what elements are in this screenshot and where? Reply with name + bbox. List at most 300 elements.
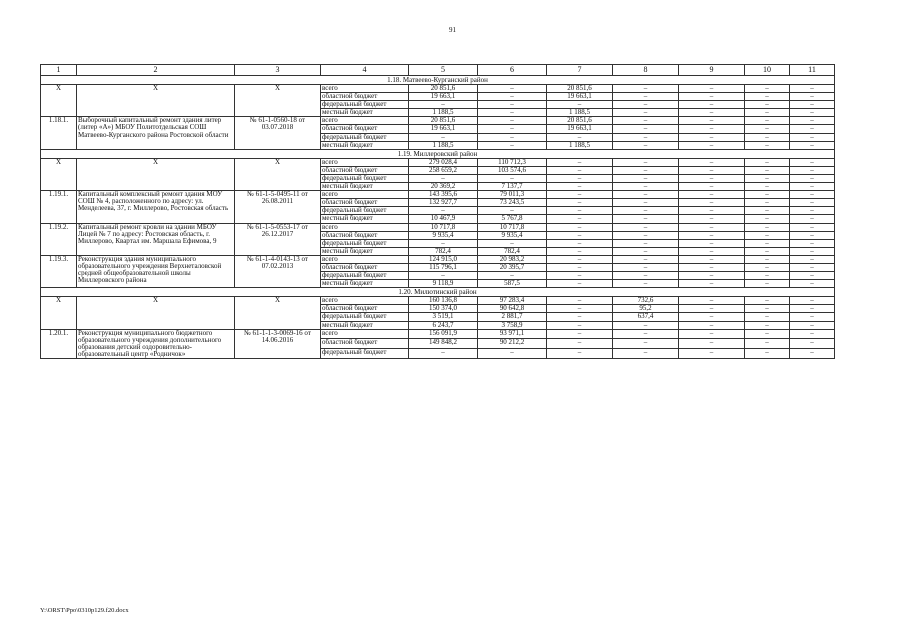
cell: – <box>745 263 790 271</box>
cell: 1 188,5 <box>409 141 478 149</box>
cell: – <box>478 85 547 93</box>
lbl: областной бюджет <box>321 305 409 313</box>
cell: – <box>547 174 613 182</box>
doc: X <box>235 297 321 329</box>
cell: – <box>790 223 835 231</box>
cell: – <box>790 272 835 280</box>
tr <box>41 329 835 339</box>
cell: – <box>613 93 679 101</box>
cell: – <box>745 133 790 141</box>
cell: – <box>790 297 835 305</box>
cell: – <box>745 166 790 174</box>
cell: – <box>613 239 679 247</box>
cell: – <box>790 183 835 191</box>
cell: – <box>745 183 790 191</box>
cell: – <box>790 199 835 207</box>
lbl: всего <box>321 223 409 231</box>
cell: – <box>478 207 547 215</box>
cell: – <box>790 101 835 109</box>
cell: – <box>745 272 790 280</box>
nm: Выборочный капитальный ремонт здания литер (литер «А») МБОУ Политотдельская СОШ Матвеево-Курганского района Ростовской области <box>77 117 235 149</box>
cell: – <box>790 141 835 149</box>
cell: – <box>547 263 613 271</box>
cell: 20 983,2 <box>478 255 547 263</box>
doc: № 61-1-5-0553-17 от 26.12.2017 <box>235 223 321 255</box>
cell: – <box>679 223 745 231</box>
page-number: 91 <box>449 26 456 34</box>
footer: Y:\ORST\Ppo\0310p129.f20.docx <box>40 607 129 614</box>
cell: 10 717,8 <box>478 223 547 231</box>
cell: – <box>409 174 478 182</box>
h: 8 <box>613 65 679 76</box>
lbl: федеральный бюджет <box>321 313 409 321</box>
cell: – <box>745 125 790 133</box>
cell: – <box>790 117 835 125</box>
cell: 20 369,2 <box>409 183 478 191</box>
cell: 19 663,1 <box>409 125 478 133</box>
cell: 782,4 <box>409 247 478 255</box>
cell: – <box>613 223 679 231</box>
cell: – <box>613 280 679 288</box>
h: 3 <box>235 65 321 76</box>
cell: – <box>679 199 745 207</box>
cell: 73 243,5 <box>478 199 547 207</box>
cell: 19 663,1 <box>547 125 613 133</box>
cell: – <box>745 239 790 247</box>
cell: – <box>745 329 790 339</box>
cell: – <box>679 329 745 339</box>
cell: 79 011,3 <box>478 191 547 199</box>
lbl: областной бюджет <box>321 339 409 349</box>
num: 1.19.1. <box>41 191 77 223</box>
cell: – <box>478 125 547 133</box>
cell: 19 663,1 <box>409 93 478 101</box>
cell: – <box>679 93 745 101</box>
cell: – <box>790 321 835 329</box>
cell: – <box>679 191 745 199</box>
cell: – <box>745 158 790 166</box>
cell: 103 574,6 <box>478 166 547 174</box>
cell: – <box>790 166 835 174</box>
doc: № 61-1-5-0495-11 от 26.08.2011 <box>235 191 321 223</box>
cell: 6 243,7 <box>409 321 478 329</box>
lbl: всего <box>321 85 409 93</box>
cell: – <box>679 85 745 93</box>
cell: – <box>478 101 547 109</box>
cell: 587,5 <box>478 280 547 288</box>
cell: 97 283,4 <box>478 297 547 305</box>
sec-title: 1.18. Матвеево-Курганский район <box>41 76 835 85</box>
cell: – <box>790 280 835 288</box>
cell: 732,6 <box>613 297 679 305</box>
cell: 7 137,7 <box>478 183 547 191</box>
cell: – <box>745 321 790 329</box>
cell: – <box>745 339 790 349</box>
tr <box>41 223 835 231</box>
cell: – <box>478 93 547 101</box>
sec-title: 1.19. Миллеровский район <box>41 149 835 158</box>
cell: – <box>613 255 679 263</box>
cell: 132 927,7 <box>409 199 478 207</box>
lbl: местный бюджет <box>321 280 409 288</box>
lbl: федеральный бюджет <box>321 133 409 141</box>
lbl: областной бюджет <box>321 199 409 207</box>
cell: – <box>547 313 613 321</box>
cell: – <box>547 272 613 280</box>
cell: – <box>547 239 613 247</box>
cell: 20 851,6 <box>409 85 478 93</box>
cell: – <box>547 280 613 288</box>
sec <box>41 149 835 158</box>
cell: 1 188,5 <box>547 141 613 149</box>
cell: – <box>679 231 745 239</box>
cell: – <box>613 109 679 117</box>
cell: – <box>547 191 613 199</box>
cell: 115 796,1 <box>409 263 478 271</box>
cell: – <box>790 231 835 239</box>
lbl: всего <box>321 158 409 166</box>
cell: – <box>613 247 679 255</box>
cell: 160 136,8 <box>409 297 478 305</box>
cell: – <box>613 158 679 166</box>
cell: – <box>745 247 790 255</box>
tbody <box>41 65 835 359</box>
cell: 1 188,5 <box>547 109 613 117</box>
cell: – <box>790 239 835 247</box>
nm: X <box>77 297 235 329</box>
cell: 20 851,6 <box>547 117 613 125</box>
cell: – <box>679 125 745 133</box>
cell: – <box>745 117 790 125</box>
cell: – <box>745 223 790 231</box>
cell: 90 212,2 <box>478 339 547 349</box>
cell: – <box>613 321 679 329</box>
tr <box>41 191 835 199</box>
cell: – <box>547 223 613 231</box>
cell: – <box>790 158 835 166</box>
cell: – <box>745 85 790 93</box>
cell: – <box>679 247 745 255</box>
cell: – <box>790 313 835 321</box>
lbl: всего <box>321 297 409 305</box>
doc: № 61-1-4-0143-13 от 07.02.2013 <box>235 255 321 287</box>
lbl: областной бюджет <box>321 231 409 239</box>
num: X <box>41 297 77 329</box>
cell: – <box>547 101 613 109</box>
cell: 19 663,1 <box>547 93 613 101</box>
cell: – <box>547 207 613 215</box>
cell: 10 467,9 <box>409 215 478 223</box>
lbl: местный бюджет <box>321 141 409 149</box>
cell: 156 091,9 <box>409 329 478 339</box>
cell: – <box>679 133 745 141</box>
cell: – <box>745 215 790 223</box>
cell: – <box>478 349 547 359</box>
cell: – <box>547 133 613 141</box>
h: 2 <box>77 65 235 76</box>
num: 1.18.1. <box>41 117 77 149</box>
sec <box>41 76 835 85</box>
cell: – <box>679 158 745 166</box>
cell: – <box>679 339 745 349</box>
cell: – <box>547 199 613 207</box>
cell: – <box>745 207 790 215</box>
cell: – <box>679 305 745 313</box>
cell: – <box>745 297 790 305</box>
lbl: федеральный бюджет <box>321 101 409 109</box>
nm: X <box>77 85 235 117</box>
cell: – <box>745 199 790 207</box>
cell: – <box>790 263 835 271</box>
cell: – <box>409 272 478 280</box>
cell: – <box>547 297 613 305</box>
lbl: всего <box>321 117 409 125</box>
cell: – <box>547 183 613 191</box>
cell: – <box>547 305 613 313</box>
cell: – <box>547 349 613 359</box>
nm: X <box>77 158 235 190</box>
lbl: федеральный бюджет <box>321 239 409 247</box>
cell: 93 971,1 <box>478 329 547 339</box>
cell: – <box>679 166 745 174</box>
num: 1.19.2. <box>41 223 77 255</box>
lbl: местный бюджет <box>321 321 409 329</box>
cell: 9 118,9 <box>409 280 478 288</box>
h: 9 <box>679 65 745 76</box>
cell: – <box>613 272 679 280</box>
cell: 637,4 <box>613 313 679 321</box>
cell: – <box>409 207 478 215</box>
cell: – <box>613 125 679 133</box>
cell: – <box>679 263 745 271</box>
cell: – <box>679 349 745 359</box>
hdr <box>41 65 835 76</box>
cell: – <box>613 329 679 339</box>
cell: 20 851,6 <box>409 117 478 125</box>
lbl: местный бюджет <box>321 109 409 117</box>
h: 10 <box>745 65 790 76</box>
lbl: всего <box>321 329 409 339</box>
h: 1 <box>41 65 77 76</box>
cell: – <box>547 231 613 239</box>
tr <box>41 158 835 166</box>
cell: – <box>790 255 835 263</box>
cell: – <box>547 321 613 329</box>
lbl: местный бюджет <box>321 183 409 191</box>
cell: 3 519,1 <box>409 313 478 321</box>
cell: – <box>547 158 613 166</box>
cell: – <box>790 349 835 359</box>
cell: 258 659,2 <box>409 166 478 174</box>
cell: – <box>745 191 790 199</box>
cell: – <box>745 255 790 263</box>
cell: – <box>679 109 745 117</box>
cell: – <box>613 191 679 199</box>
lbl: всего <box>321 191 409 199</box>
lbl: федеральный бюджет <box>321 207 409 215</box>
cell: – <box>547 166 613 174</box>
cell: 782,4 <box>478 247 547 255</box>
nm: Реконструкция здания муниципального образовательного учреждения Верхнеталовской средней общеобразовательной школы Миллеровского района <box>77 255 235 287</box>
cell: – <box>613 166 679 174</box>
cell: – <box>745 101 790 109</box>
doc: № 61-1-1-3-0069-16 от 14.06.2016 <box>235 329 321 358</box>
h: 7 <box>547 65 613 76</box>
lbl: федеральный бюджет <box>321 349 409 359</box>
nm: Реконструкция муниципального бюджетного образовательного учреждения дополнительного образования детский оздоровительно-образовательный центр «Родничок» <box>77 329 235 358</box>
cell: 110 712,3 <box>478 158 547 166</box>
cell: – <box>613 207 679 215</box>
h: 6 <box>478 65 547 76</box>
nm: Капитальный комплексный ремонт здания МОУ СОШ № 4, расположенного по адресу: ул. Менделеева, 37, г. Миллерово, Ростовская область <box>77 191 235 223</box>
cell: – <box>478 109 547 117</box>
cell: – <box>409 239 478 247</box>
doc: X <box>235 85 321 117</box>
cell: – <box>409 101 478 109</box>
cell: – <box>745 174 790 182</box>
cell: 279 028,4 <box>409 158 478 166</box>
lbl: областной бюджет <box>321 125 409 133</box>
cell: – <box>613 215 679 223</box>
cell: – <box>409 133 478 141</box>
cell: – <box>613 133 679 141</box>
cell: – <box>745 141 790 149</box>
cell: – <box>790 133 835 141</box>
cell: – <box>745 93 790 101</box>
lbl: местный бюджет <box>321 247 409 255</box>
cell: – <box>478 141 547 149</box>
cell: – <box>613 199 679 207</box>
cell: 20 395,7 <box>478 263 547 271</box>
cell: – <box>790 191 835 199</box>
cell: – <box>613 141 679 149</box>
cell: 10 717,8 <box>409 223 478 231</box>
cell: – <box>679 101 745 109</box>
lbl: областной бюджет <box>321 93 409 101</box>
cell: – <box>613 339 679 349</box>
cell: – <box>679 174 745 182</box>
cell: – <box>790 125 835 133</box>
cell: 2 881,7 <box>478 313 547 321</box>
cell: – <box>679 239 745 247</box>
tr <box>41 255 835 263</box>
cell: 1 188,5 <box>409 109 478 117</box>
lbl: местный бюджет <box>321 215 409 223</box>
cell: 20 851,6 <box>547 85 613 93</box>
cell: 150 374,0 <box>409 305 478 313</box>
cell: – <box>409 349 478 359</box>
lbl: федеральный бюджет <box>321 174 409 182</box>
cell: 143 395,6 <box>409 191 478 199</box>
cell: – <box>679 272 745 280</box>
h: 11 <box>790 65 835 76</box>
cell: – <box>478 133 547 141</box>
cell: – <box>790 305 835 313</box>
num: 1.20.1. <box>41 329 77 358</box>
cell: – <box>613 117 679 125</box>
tbl <box>40 64 835 359</box>
cell: – <box>745 231 790 239</box>
cell: – <box>613 349 679 359</box>
lbl: всего <box>321 255 409 263</box>
cell: – <box>790 215 835 223</box>
cell: – <box>547 215 613 223</box>
num: 1.19.3. <box>41 255 77 287</box>
cell: – <box>547 247 613 255</box>
cell: – <box>790 93 835 101</box>
cell: – <box>745 109 790 117</box>
cell: – <box>679 321 745 329</box>
cell: – <box>478 117 547 125</box>
cell: – <box>478 174 547 182</box>
cell: 149 848,2 <box>409 339 478 349</box>
cell: – <box>613 183 679 191</box>
tr <box>41 85 835 93</box>
nm: Капитальный ремонт кровли на здании МБОУ Лицей № 7 по адресу: Ростовская область, г. Миллерово, Квартал им. Маршала Ефимова, 9 <box>77 223 235 255</box>
num: X <box>41 158 77 190</box>
cell: 124 915,0 <box>409 255 478 263</box>
cell: – <box>790 85 835 93</box>
cell: – <box>790 109 835 117</box>
cell: – <box>790 247 835 255</box>
cell: 9 935,4 <box>478 231 547 239</box>
num: X <box>41 85 77 117</box>
cell: – <box>613 231 679 239</box>
sec-title: 1.20. Милютинский район <box>41 288 835 297</box>
cell: – <box>679 141 745 149</box>
cell: – <box>679 207 745 215</box>
cell: – <box>478 272 547 280</box>
cell: – <box>745 280 790 288</box>
lbl: федеральный бюджет <box>321 272 409 280</box>
cell: – <box>613 85 679 93</box>
cell: 5 767,8 <box>478 215 547 223</box>
tr <box>41 117 835 125</box>
cell: – <box>745 305 790 313</box>
cell: 9 935,4 <box>409 231 478 239</box>
cell: – <box>547 255 613 263</box>
sec <box>41 288 835 297</box>
cell: – <box>790 207 835 215</box>
lbl: областной бюджет <box>321 263 409 271</box>
cell: – <box>613 263 679 271</box>
h: 4 <box>321 65 409 76</box>
cell: – <box>790 174 835 182</box>
lbl: областной бюджет <box>321 166 409 174</box>
tr <box>41 297 835 305</box>
doc: X <box>235 158 321 190</box>
cell: – <box>679 117 745 125</box>
cell: – <box>679 215 745 223</box>
cell: – <box>613 174 679 182</box>
cell: – <box>679 297 745 305</box>
doc: № 61-1-0560-18 от 03.07.2018 <box>235 117 321 149</box>
cell: – <box>547 339 613 349</box>
cell: 95,2 <box>613 305 679 313</box>
cell: 90 642,8 <box>478 305 547 313</box>
cell: – <box>679 255 745 263</box>
cell: – <box>790 329 835 339</box>
cell: – <box>478 239 547 247</box>
cell: – <box>745 313 790 321</box>
cell: – <box>790 339 835 349</box>
cell: – <box>679 183 745 191</box>
h: 5 <box>409 65 478 76</box>
cell: – <box>613 101 679 109</box>
cell: 3 758,9 <box>478 321 547 329</box>
cell: – <box>745 349 790 359</box>
cell: – <box>679 313 745 321</box>
